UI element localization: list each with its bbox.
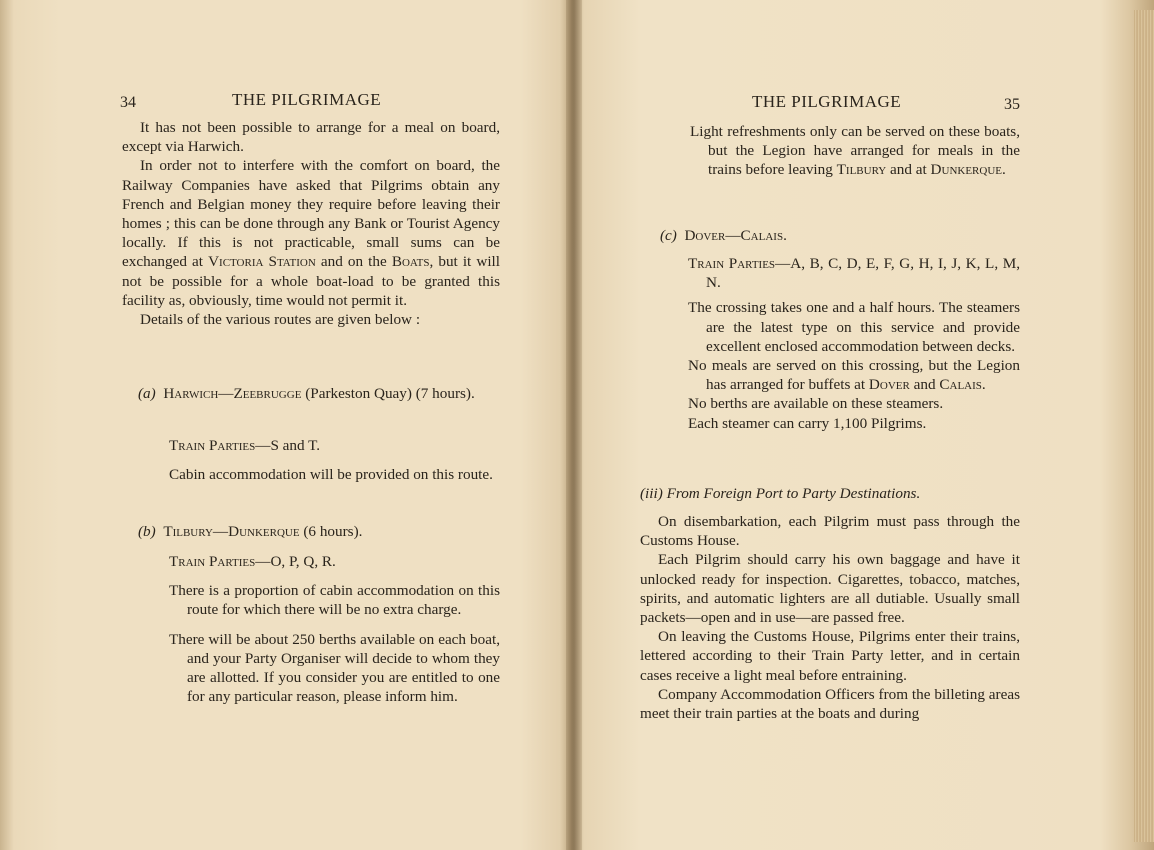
paragraph: It has not been possible to arrange for a meal on board, except via Harwich. — [122, 119, 500, 156]
page-number: 35 — [1004, 96, 1020, 113]
route-note: Light refreshments only can be served on these boats, but the Legion have arranged for meals in the trains before leaving Tilbury and at Dunkerque. — [690, 123, 1020, 179]
train-parties: Train Parties—A, B, C, D, E, F, G, H, I, J, K, L, M, N. — [688, 255, 1021, 292]
section-iii — [640, 484, 1020, 503]
paragraph: Company Accommodation Officers from the billeting areas meet their train parties at the boats and during — [640, 685, 1020, 723]
paragraph: In order not to interfere with the comfort on board, the Railway Companies have asked that Pilgrims obtain any French and Belgian money they require before leaving their homes ; this can be done through any Bank or Tourist Agency locally. If this is not practicable, small sums can be exchanged at Victoria Station and on the Boats, but it will not be possible for a whole boat-load to be granted this facility as, obviously, time would not permit it. — [122, 157, 500, 309]
route-note: The crossing takes one and a half hours. The steamers are the latest type on this service and provide excellent enclosed accommodation between decks. — [688, 299, 1020, 355]
route-note: No berths are available on these steamers. — [688, 395, 944, 413]
route-title: (c) Dover—Calais. — [660, 227, 787, 244]
running-header: THE PILGRIMAGE — [752, 92, 902, 111]
paragraph: On disembarkation, each Pilgrim must pass through the Customs House. — [640, 513, 1020, 550]
left-body — [122, 118, 500, 329]
train-parties: Train Parties—S and T. — [169, 437, 321, 454]
route-c-details — [688, 254, 1020, 433]
route-note: Cabin accommodation will be provided on this route. — [169, 466, 493, 484]
right-page — [578, 12, 1134, 840]
page-edges — [1134, 10, 1154, 842]
route-title: (b) Tilbury—Dunkerque (6 hours). — [138, 523, 363, 540]
paragraph: Details of the various routes are given below : — [140, 311, 421, 329]
running-header: THE PILGRIMAGE — [232, 90, 382, 109]
route-title: (a) Harwich—Zeebrugge (Parkeston Quay) (7 hours). — [138, 385, 475, 402]
route-note: Each steamer can carry 1,100 Pilgrims. — [688, 414, 927, 432]
paragraph: Each Pilgrim should carry his own baggage and have it unlocked ready for inspection. Cigarettes, tobacco, matches, spirits, and automatic lighters are all dutiable. Usually small packets—open and in use—are passed free. — [640, 551, 1020, 627]
route-c — [660, 226, 1020, 245]
route-note: There is a proportion of cabin accommodation on this route for which there will be no extra charge. — [169, 582, 500, 619]
route-b-continued — [690, 122, 1020, 180]
route-a — [138, 384, 500, 403]
paragraph: On leaving the Customs House, Pilgrims enter their trains, lettered according to their Train Party letter, and in certain cases receive a light meal before entraining. — [640, 628, 1020, 684]
left-page — [12, 12, 570, 840]
train-parties: Train Parties—O, P, Q, R. — [169, 553, 336, 570]
page-number: 34 — [120, 94, 136, 111]
route-note: No meals are served on this crossing, but the Legion has arranged for buffets at Dover and Calais. — [688, 357, 1020, 394]
route-a-details — [169, 436, 500, 484]
section-heading: (iii) From Foreign Port to Party Destinations. — [640, 485, 921, 502]
right-body — [640, 512, 1020, 723]
route-note: There will be about 250 berths available on each boat, and your Party Organiser will decide to whom they are allotted. If you consider you are entitled to one for any particular reason, please inform him. — [169, 630, 500, 706]
route-b — [138, 522, 500, 541]
route-b-details — [169, 552, 500, 706]
